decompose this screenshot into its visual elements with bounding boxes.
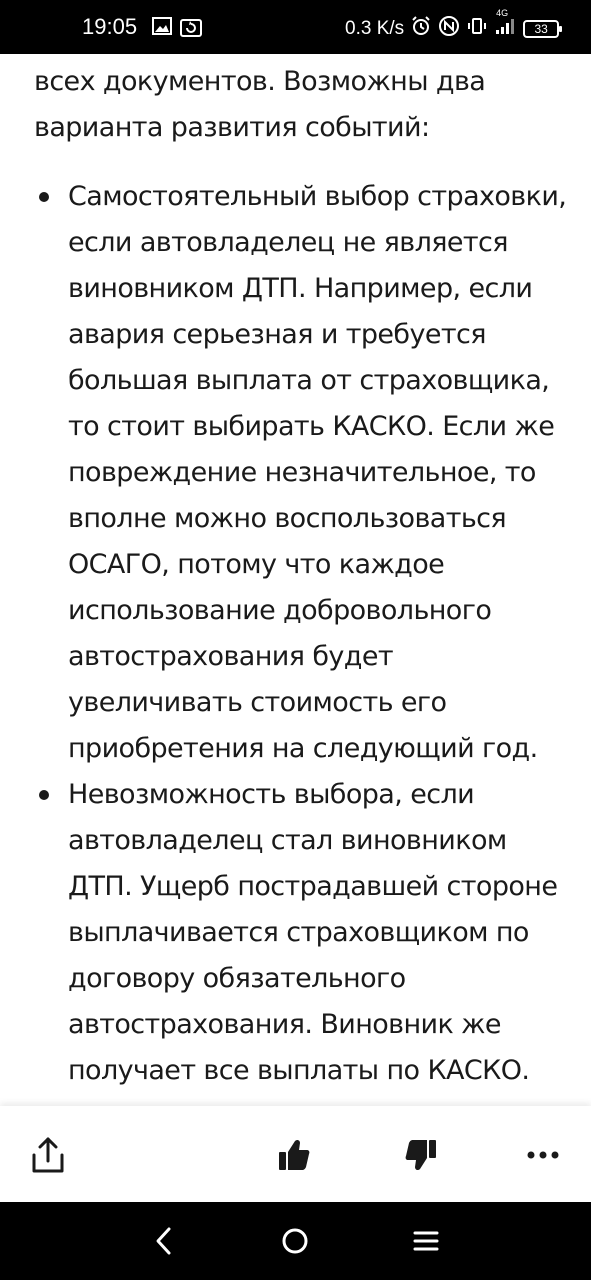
sync-icon [180, 17, 202, 41]
action-bar [0, 1106, 591, 1202]
menu-icon [412, 1228, 440, 1254]
thumbs-up-icon [276, 1137, 312, 1173]
signal-icon [494, 8, 516, 42]
bullet-dot [39, 790, 49, 800]
status-left-icons [152, 17, 202, 41]
like-button[interactable] [269, 1130, 319, 1180]
bullet-item [0, 174, 591, 772]
share-button[interactable] [23, 1130, 73, 1180]
gallery-icon [152, 17, 172, 41]
bullet-dot [39, 192, 49, 202]
more-icon [526, 1150, 560, 1160]
back-button[interactable] [144, 1221, 184, 1261]
thumbs-down-icon [403, 1137, 439, 1173]
network-type: 4G [496, 8, 509, 18]
home-button[interactable] [275, 1221, 315, 1261]
article-intro-paragraph: всех документов. Возможны два варианта развития событий: [34, 66, 486, 143]
nfc-icon [438, 15, 460, 43]
article-content [0, 54, 591, 1106]
status-right [345, 8, 559, 43]
menu-button[interactable] [406, 1221, 446, 1261]
dislike-button[interactable] [396, 1130, 446, 1180]
home-icon [280, 1226, 310, 1256]
status-time: 19:05 [82, 14, 138, 39]
bullet-item [0, 772, 591, 1094]
back-icon [152, 1226, 176, 1256]
alarm-icon [411, 16, 431, 42]
system-nav-bar [0, 1202, 591, 1280]
vibrate-icon [467, 16, 487, 42]
share-icon [29, 1135, 67, 1175]
network-speed: 0.3 K/s [345, 18, 405, 39]
battery-icon: 33 [523, 20, 559, 38]
bullet-text: Самостоятельный выбор страховки, если автовладелец не является виновником ДТП. Например, если авария серьезная и требуется большая выплата от страховщика, то стоит выбирать КАСКО. Если же повреждение незначительное, то вполне можно воспользоваться ОСАГО, потому что каждое использование добровольного автострахования будет увеличивать стоимость его приобретения на следующий год. [68, 181, 567, 764]
bullet-list [0, 174, 591, 1094]
more-options-button[interactable] [518, 1130, 568, 1180]
status-bar [0, 0, 591, 54]
bullet-text: Невозможность выбора, если автовладелец стал виновником ДТП. Ущерб пострадавшей стороне выплачивается страховщиком по договору обязательного автострахования. Виновник же получает все выплаты по КАСКО. [68, 779, 558, 1086]
